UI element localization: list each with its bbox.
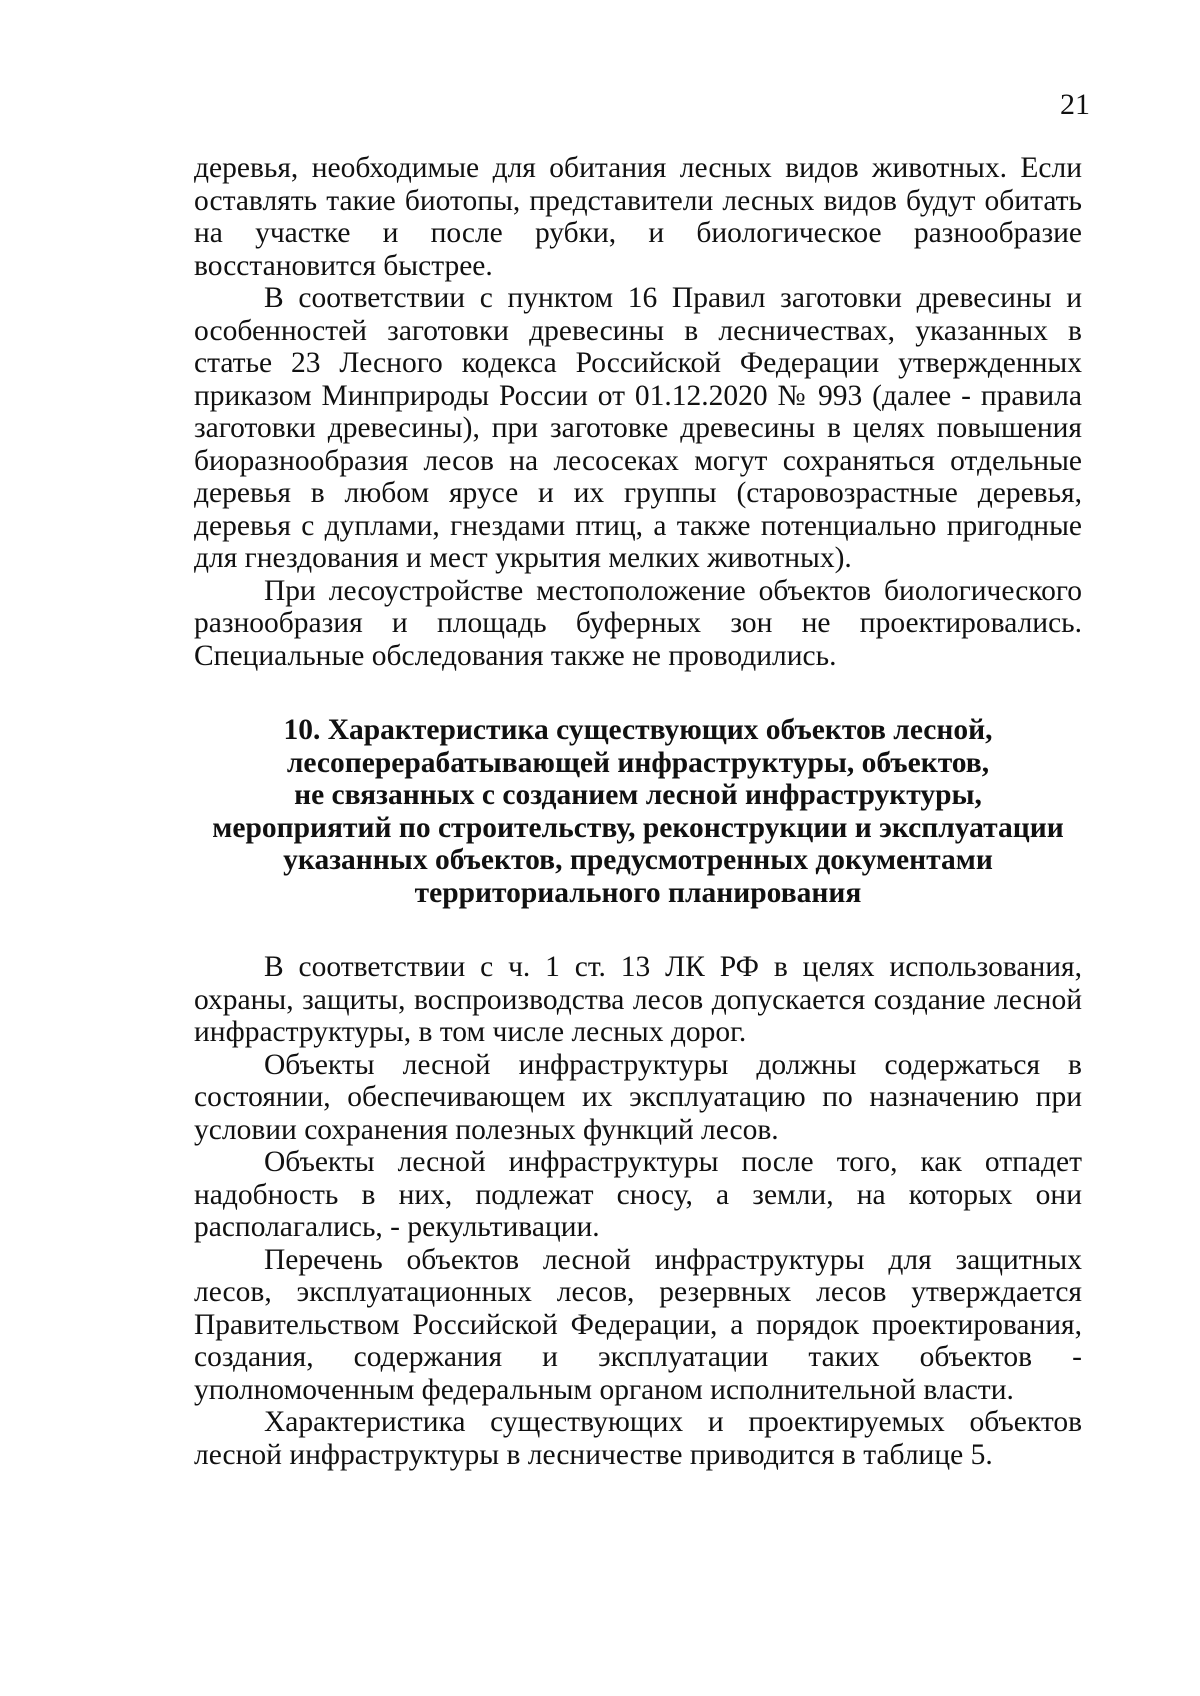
paragraph-infrastructure-law: В соответствии с ч. 1 ст. 13 ЛК РФ в целях использования, охраны, защиты, воспроизводства лесов допускается создание лесной инфраструктуры, в том числе лесных дорог. bbox=[194, 951, 1082, 1048]
section-heading-line: территориального планирования bbox=[414, 876, 862, 909]
section-heading-line: 10. Характеристика существующих объектов лесной, bbox=[283, 714, 993, 746]
page-number: 21 bbox=[1060, 88, 1090, 121]
section-heading-line: мероприятий по строительству, реконструкции и эксплуатации bbox=[212, 811, 1064, 844]
paragraph-table-reference: Характеристика существующих и проектируемых объектов лесной инфраструктуры в лесничестве приводится в таблице 5. bbox=[194, 1406, 1082, 1471]
section-heading-line: лесоперерабатывающей инфраструктуры, объектов, bbox=[286, 746, 990, 779]
section-heading bbox=[194, 714, 1082, 909]
document-body bbox=[194, 152, 1082, 1471]
paragraph-infrastructure-maintenance: Объекты лесной инфраструктуры должны содержаться в состоянии, обеспечивающем их эксплуатацию по назначению при условии сохранения полезных функций лесов. bbox=[194, 1048, 1082, 1146]
section-heading-line: не связанных с созданием лесной инфраструктуры, bbox=[294, 779, 982, 811]
paragraph-infrastructure-removal: Объекты лесной инфраструктуры после того, как отпадет надобность в них, подлежат сносу, а земли, на которых они располагались, - рекультивации. bbox=[194, 1146, 1082, 1243]
paragraph-continuation: деревья, необходимые для обитания лесных видов животных. Если оставлять такие биотопы, представители лесных видов будут обитать на участке и после рубки, и биологическое разнообразие восстановится быстрее. bbox=[194, 152, 1082, 282]
paragraph-infrastructure-list: Перечень объектов лесной инфраструктуры для защитных лесов, эксплуатационных лесов, резервных лесов утверждается Правительством Российской Федерации, а порядок проектирования, создания, содержания и эксплуатации таких объектов - уполномоченным федеральным органом исполнительной власти. bbox=[194, 1243, 1082, 1406]
paragraph-forest-inventory: При лесоустройстве местоположение объектов биологического разнообразия и площадь буферных зон не проектировались. Специальные обследования также не проводились. bbox=[194, 574, 1082, 672]
paragraph-harvest-rules: В соответствии с пунктом 16 Правил заготовки древесины и особенностей заготовки древесины в лесничествах, указанных в статье 23 Лесного кодекса Российской Федерации утвержденных приказом Минприроды России от 01.12.2020 № 993 (далее - правила заготовки древесины), при заготовке древесины в целях повышения биоразнообразия лесов на лесосеках могут сохраняться отдельные деревья в любом ярусе и их группы (старовозрастные деревья, деревья с дуплами, гнездами птиц, а также потенциально пригодные для гнездования и мест укрытия мелких животных). bbox=[194, 282, 1082, 574]
section-heading-line: указанных объектов, предусмотренных документами bbox=[283, 844, 993, 876]
